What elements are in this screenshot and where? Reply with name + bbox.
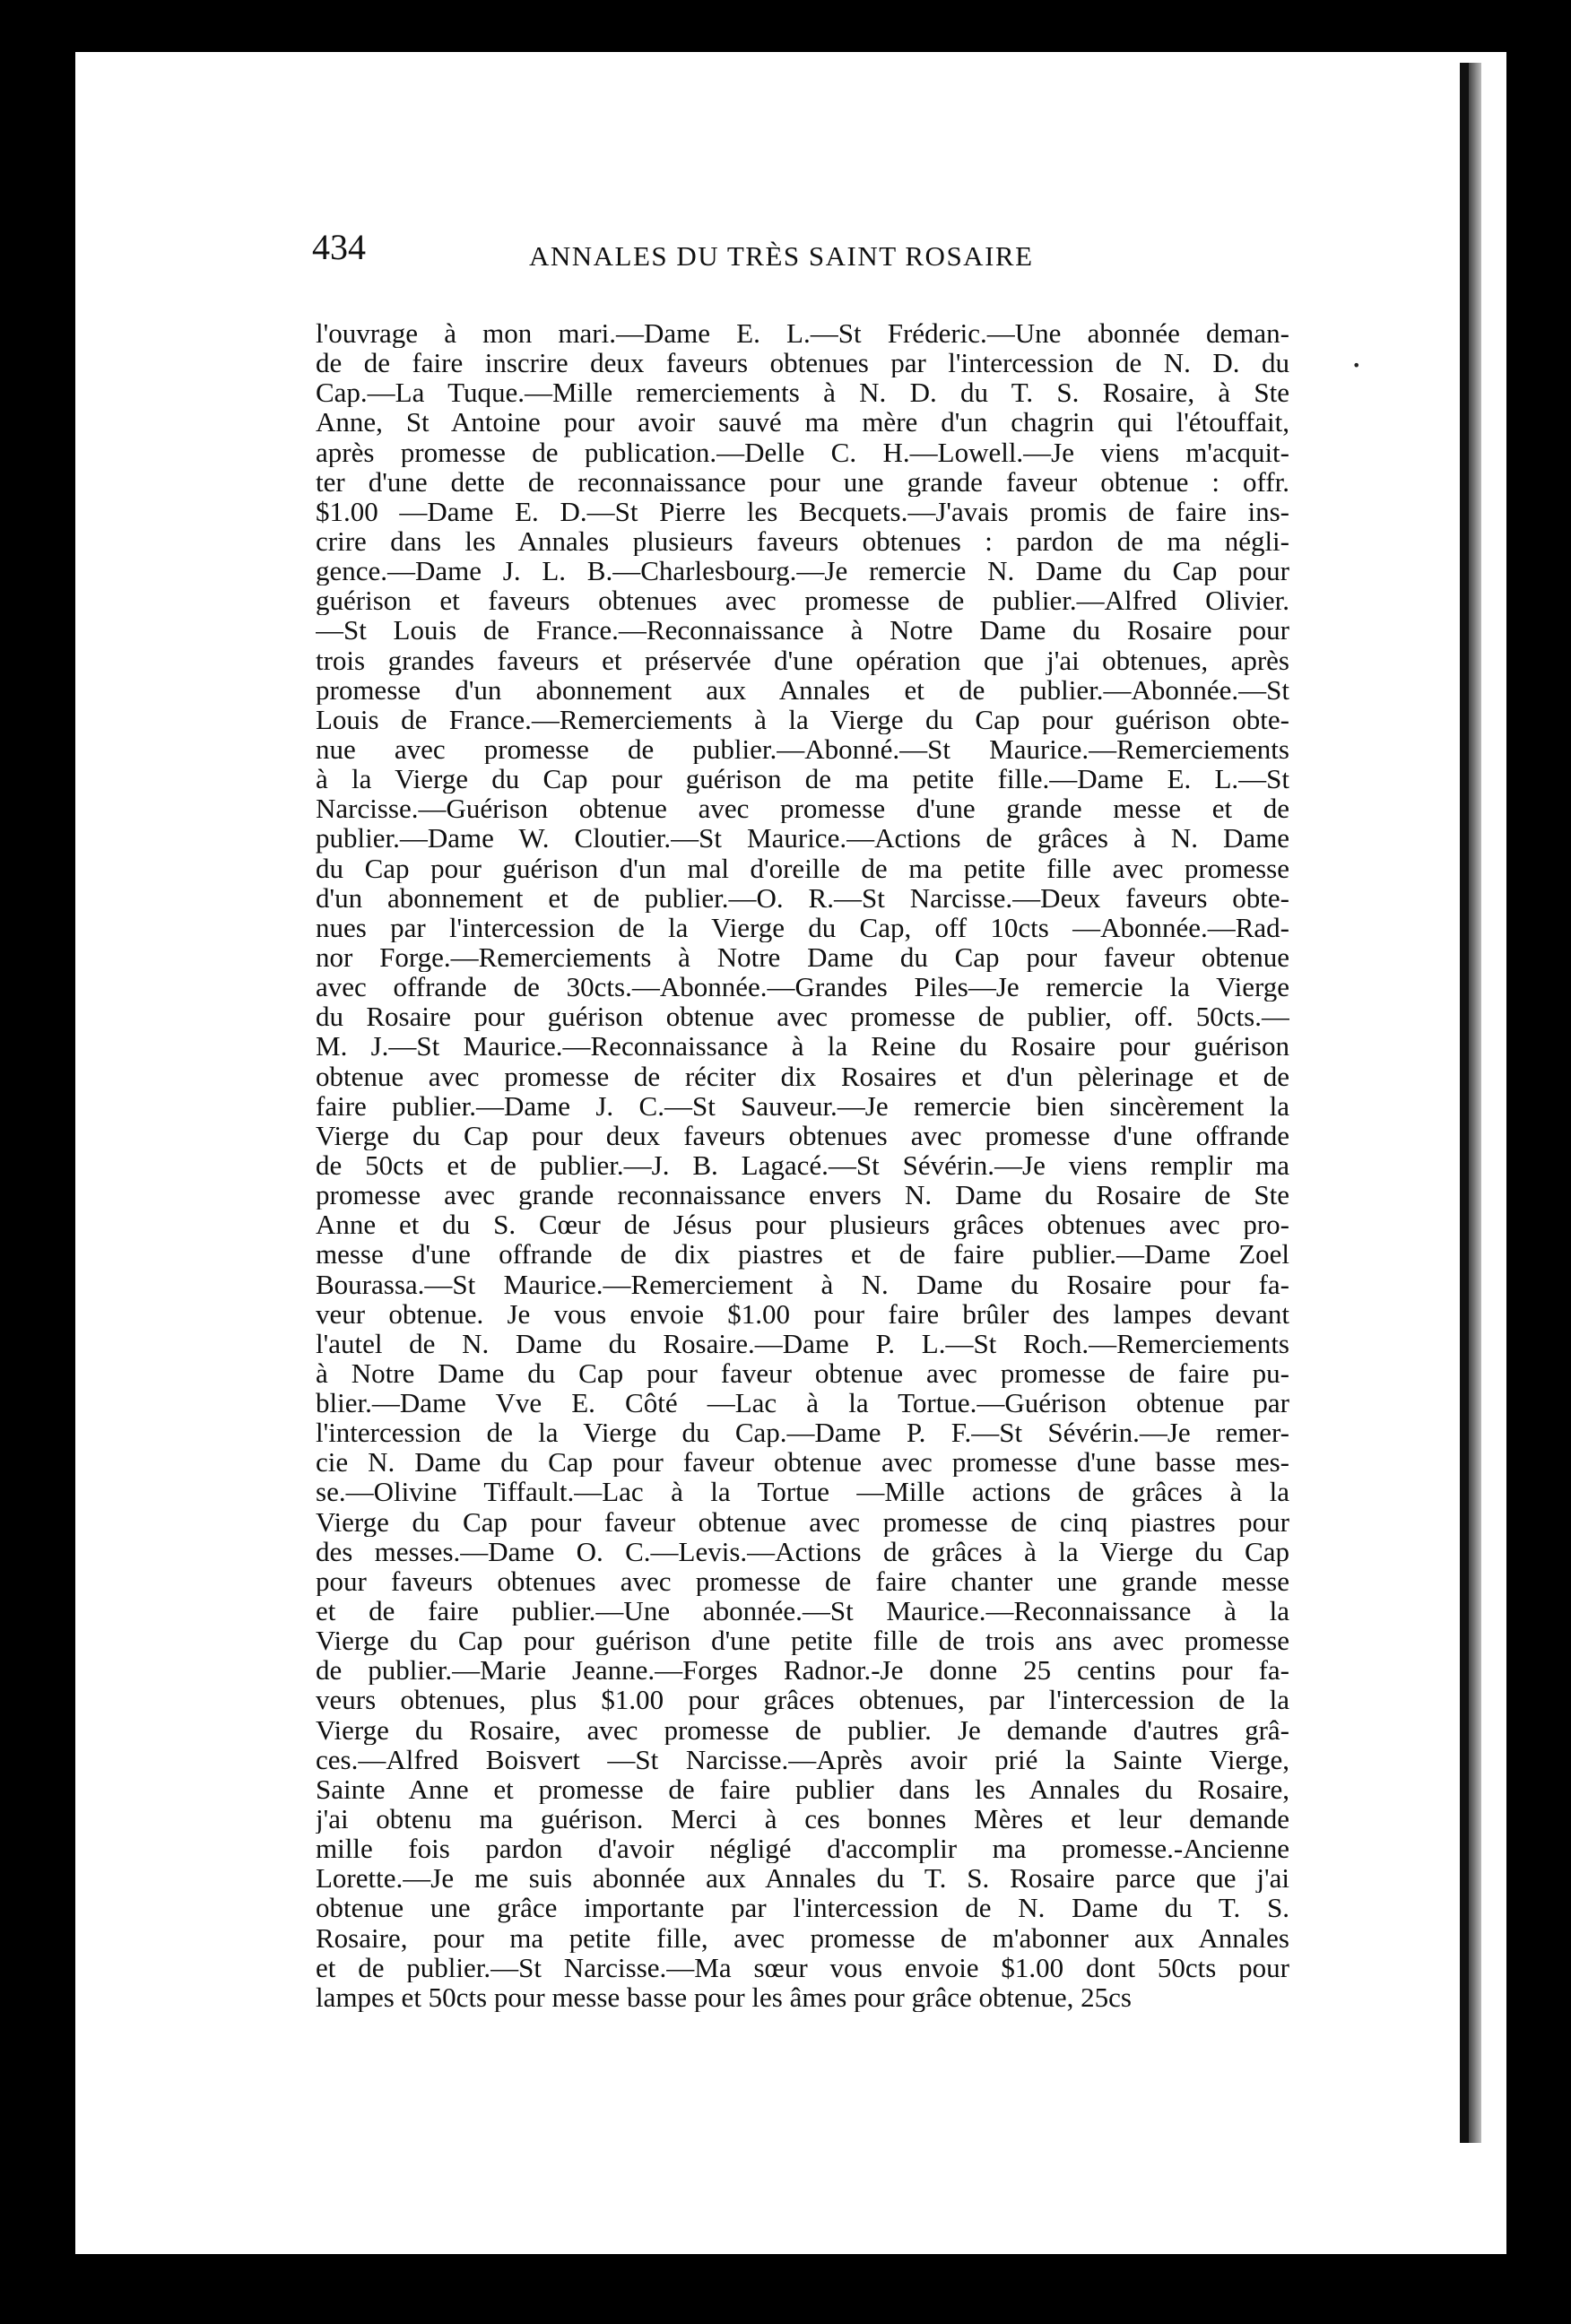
text-line: Anne, St Antoine pour avoir sauvé ma mère d'un chagrin qui l'étouffait, bbox=[316, 407, 1289, 438]
text-line: gence.—Dame J. L. B.—Charlesbourg.—Je remercie N. Dame du Cap pour bbox=[316, 556, 1289, 586]
text-line: se.—Olivine Tiffault.—Lac à la Tortue —Mille actions de grâces à la bbox=[316, 1477, 1289, 1507]
text-line: Vierge du Rosaire, avec promesse de publier. Je demande d'autres grâ- bbox=[316, 1714, 1289, 1745]
text-line: obtenue une grâce importante par l'intercession de N. Dame du T. S. bbox=[316, 1893, 1289, 1923]
body-text bbox=[316, 318, 1289, 2012]
scan-border-bottom bbox=[0, 2254, 1571, 2324]
text-line: guérison et faveurs obtenues avec promesse de publier.—Alfred Olivier. bbox=[316, 585, 1289, 616]
text-line: veur obtenue. Je vous envoie $1.00 pour faire brûler des lampes devant bbox=[316, 1298, 1289, 1329]
text-line: obtenue avec promesse de réciter dix Rosaires et d'un pèlerinage et de bbox=[316, 1061, 1289, 1091]
text-line: promesse avec grande reconnaissance envers N. Dame du Rosaire de Ste bbox=[316, 1180, 1289, 1210]
text-line: publier.—Dame W. Cloutier.—St Maurice.—Actions de grâces à N. Dame bbox=[316, 823, 1289, 854]
text-line: blier.—Dame Vve E. Côté —Lac à la Tortue.—Guérison obtenue par bbox=[316, 1388, 1289, 1418]
text-line: l'intercession de la Vierge du Cap.—Dame P. F.—St Sévérin.—Je remer- bbox=[316, 1418, 1289, 1448]
text-line: du Rosaire pour guérison obtenue avec promesse de publier, off. 50cts.— bbox=[316, 1002, 1289, 1032]
text-line: après promesse de publication.—Delle C. H.—Lowell.—Je viens m'acquit- bbox=[316, 437, 1289, 467]
text-line: cie N. Dame du Cap pour faveur obtenue avec promesse d'une basse mes- bbox=[316, 1447, 1289, 1478]
text-line: de publier.—Marie Jeanne.—Forges Radnor.-Je donne 25 centins pour fa- bbox=[316, 1655, 1289, 1686]
text-line: Bourassa.—St Maurice.—Remerciement à N. Dame du Rosaire pour fa- bbox=[316, 1269, 1289, 1299]
text-line: Vierge du Cap pour faveur obtenue avec promesse de cinq piastres pour bbox=[316, 1506, 1289, 1537]
text-line: pour faveurs obtenues avec promesse de faire chanter une grande messe bbox=[316, 1565, 1289, 1597]
text-line: Vierge du Cap pour guérison d'une petite fille de trois ans avec promesse bbox=[316, 1626, 1289, 1656]
scan-border-top bbox=[0, 0, 1571, 52]
running-title: ANNALES DU TRÈS SAINT ROSAIRE bbox=[529, 240, 1034, 272]
text-line: ter d'une dette de reconnaissance pour une grande faveur obtenue : offr. bbox=[316, 466, 1289, 497]
text-line: messe d'une offrande de dix piastres et de faire publier.—Dame Zoel bbox=[316, 1239, 1289, 1270]
text-line: Sainte Anne et promesse de faire publier dans les Annales du Rosaire, bbox=[316, 1773, 1289, 1805]
text-line: des messes.—Dame O. C.—Levis.—Actions de grâces à la Vierge du Cap bbox=[316, 1536, 1289, 1566]
text-line: Cap.—La Tuque.—Mille remerciements à N. D. du T. S. Rosaire, à Ste bbox=[316, 377, 1289, 408]
text-line: de de faire inscrire deux faveurs obtenues par l'intercession de N. D. du bbox=[316, 348, 1289, 378]
margin-mark: • bbox=[1352, 357, 1361, 374]
text-line: Louis de France.—Remerciements à la Vierge du Cap pour guérison obte- bbox=[316, 704, 1289, 734]
text-line: avec offrande de 30cts.—Abonnée.—Grandes Piles—Je remercie la Vierge bbox=[316, 972, 1289, 1002]
scan-border-left bbox=[0, 0, 75, 2324]
text-line: d'un abonnement et de publier.—O. R.—St Narcisse.—Deux faveurs obte- bbox=[316, 882, 1289, 913]
book-gutter-shadow bbox=[1469, 63, 1481, 2143]
text-line: crire dans les Annales plusieurs faveurs obtenues : pardon de ma négli- bbox=[316, 525, 1289, 557]
text-line: promesse d'un abonnement aux Annales et de publier.—Abonnée.—St bbox=[316, 674, 1289, 705]
text-line: l'autel de N. Dame du Rosaire.—Dame P. L.—St Roch.—Remerciements bbox=[316, 1328, 1289, 1358]
text-line: ces.—Alfred Boisvert —St Narcisse.—Après avoir prié la Sainte Vierge, bbox=[316, 1744, 1289, 1774]
text-line: et de publier.—St Narcisse.—Ma sœur vous envoie $1.00 dont 50cts pour bbox=[316, 1952, 1289, 1982]
text-line: et de faire publier.—Une abonnée.—St Maurice.—Reconnaissance à la bbox=[316, 1596, 1289, 1626]
text-line: Anne et du S. Cœur de Jésus pour plusieurs grâces obtenues avec pro- bbox=[316, 1210, 1289, 1240]
text-line: à la Vierge du Cap pour guérison de ma petite fille.—Dame E. L.—St bbox=[316, 764, 1289, 794]
text-line: nor Forge.—Remerciements à Notre Dame du Cap pour faveur obtenue bbox=[316, 941, 1289, 973]
text-line: mille fois pardon d'avoir négligé d'accomplir ma promesse.-Ancienne bbox=[316, 1834, 1289, 1864]
text-line: Rosaire, pour ma petite fille, avec promesse de m'abonner aux Annales bbox=[316, 1922, 1289, 1953]
scan-border-right bbox=[1506, 0, 1571, 2324]
text-line: Vierge du Cap pour deux faveurs obtenues avec promesse d'une offrande bbox=[316, 1120, 1289, 1150]
text-line: j'ai obtenu ma guérison. Merci à ces bonnes Mères et leur demande bbox=[316, 1804, 1289, 1834]
page-number: 434 bbox=[312, 227, 366, 267]
text-line: Narcisse.—Guérison obtenue avec promesse d'une grande messe et de bbox=[316, 793, 1289, 824]
text-line: Lorette.—Je me suis abonnée aux Annales du T. S. Rosaire parce que j'ai bbox=[316, 1863, 1289, 1894]
text-line: de 50cts et de publier.—J. B. Lagacé.—St Sévérin.—Je viens remplir ma bbox=[316, 1149, 1289, 1181]
text-line: lampes et 50cts pour messe basse pour les âmes pour grâce obtenue, 25cs bbox=[316, 1981, 1132, 2013]
text-line: veurs obtenues, plus $1.00 pour grâces obtenues, par l'intercession de la bbox=[316, 1685, 1289, 1715]
text-line: nue avec promesse de publier.—Abonné.—St Maurice.—Remerciements bbox=[316, 733, 1289, 765]
text-line: l'ouvrage à mon mari.—Dame E. L.—St Fréderic.—Une abonnée deman- bbox=[316, 318, 1289, 349]
text-line: M. J.—St Maurice.—Reconnaissance à la Reine du Rosaire pour guérison bbox=[316, 1031, 1289, 1062]
book-gutter-edge bbox=[1460, 63, 1469, 2143]
text-line: du Cap pour guérison d'un mal d'oreille de ma petite fille avec promesse bbox=[316, 853, 1289, 883]
text-line: —St Louis de France.—Reconnaissance à Notre Dame du Rosaire pour bbox=[316, 615, 1289, 646]
text-line: faire publier.—Dame J. C.—St Sauveur.—Je remercie bien sincèrement la bbox=[316, 1090, 1289, 1121]
text-line: $1.00 —Dame E. D.—St Pierre les Becquets.—J'avais promis de faire ins- bbox=[316, 496, 1289, 526]
text-line: trois grandes faveurs et préservée d'une opération que j'ai obtenues, après bbox=[316, 645, 1289, 675]
text-line: nues par l'intercession de la Vierge du Cap, off 10cts —Abonnée.—Rad- bbox=[316, 912, 1289, 942]
text-line: à Notre Dame du Cap pour faveur obtenue avec promesse de faire pu- bbox=[316, 1357, 1289, 1389]
